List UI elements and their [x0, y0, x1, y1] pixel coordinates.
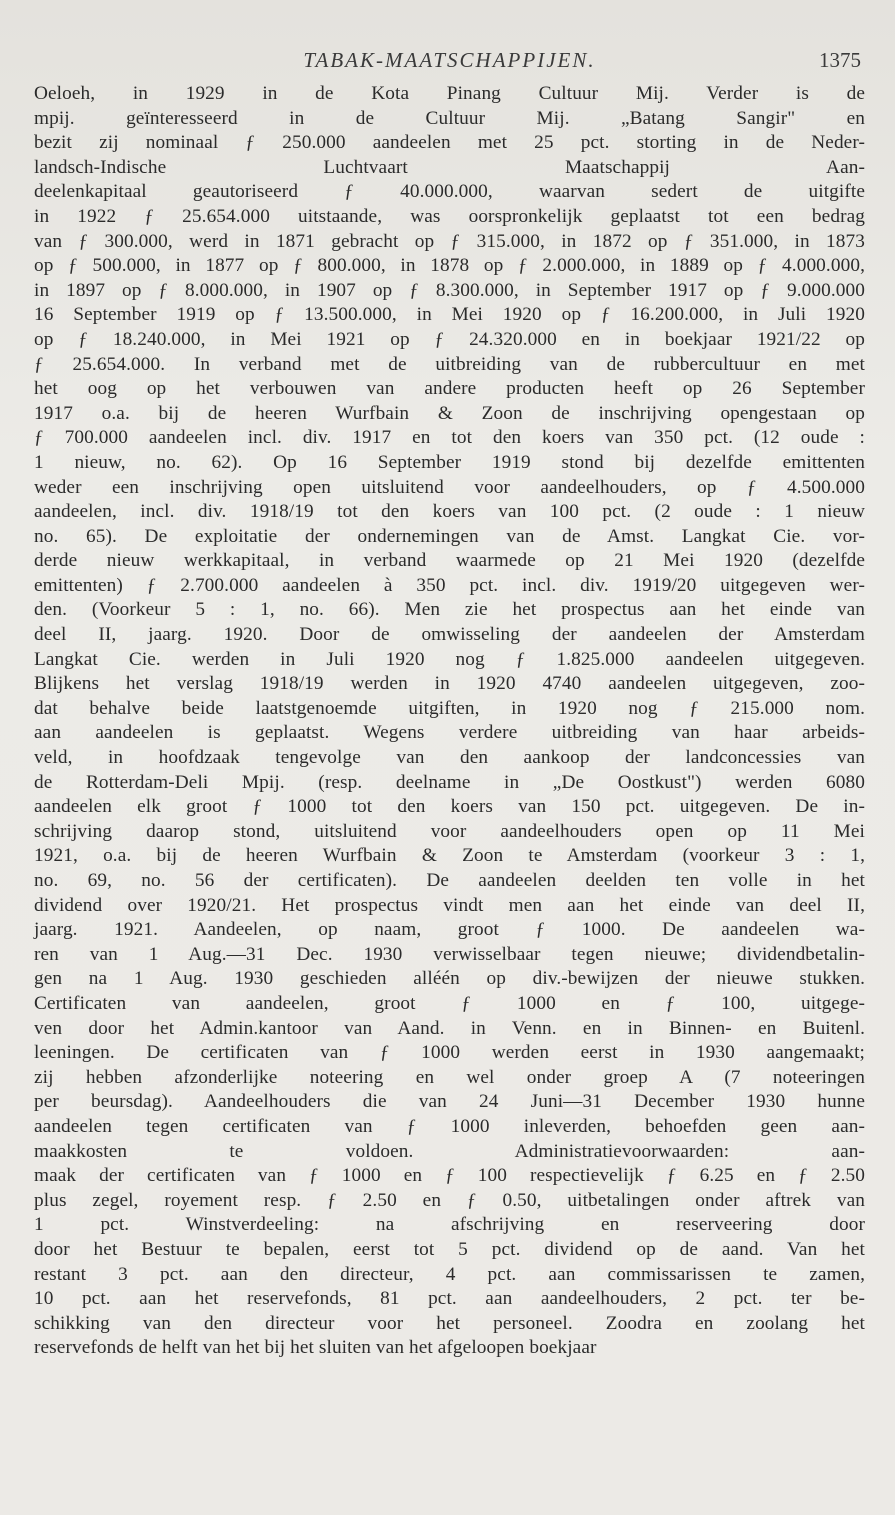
text-line: ven door het Admin.kantoor van Aand. in Venn. en in Binnen- en Buitenl.: [34, 1017, 865, 1039]
text-line: bezit zij nominaal ƒ 250.000 aandeelen met 25 pct. storting in de Neder-: [34, 132, 865, 154]
text-line: jaarg. 1921. Aandeelen, op naam, groot ƒ 1000. De aandeelen wa-: [34, 919, 865, 941]
text-line: plus zegel, royement resp. ƒ 2.50 en ƒ 0.50, uitbetalingen onder aftrek van: [34, 1189, 865, 1211]
text-line: restant 3 pct. aan den directeur, 4 pct. aan commissarissen te zamen,: [34, 1263, 865, 1285]
text-line: 16 September 1919 op ƒ 13.500.000, in Mei 1920 op ƒ 16.200.000, in Juli 1920: [34, 304, 865, 326]
text-line: gen na 1 Aug. 1930 geschieden alléén op div.-bewijzen der nieuwe stukken.: [34, 968, 865, 990]
text-line: schikking van den directeur voor het personeel. Zoodra en zoolang het: [34, 1312, 865, 1334]
text-line: 1921, o.a. bij de heeren Wurfbain & Zoon te Amsterdam (voorkeur 3 : 1,: [34, 845, 865, 867]
text-line: zij hebben afzonderlijke noteering en wel onder groep A (7 noteeringen: [34, 1066, 865, 1088]
text-line: Oeloeh, in 1929 in de Kota Pinang Cultuur Mij. Verder is de: [34, 83, 865, 104]
text-line: reservefonds de helft van het bij het sluiten van het afgeloopen boekjaar: [34, 1337, 597, 1359]
text-line: Langkat Cie. werden in Juli 1920 nog ƒ 1.825.000 aandeelen uitgegeven.: [34, 648, 865, 670]
text-line: emittenten) ƒ 2.700.000 aandeelen à 350 pct. incl. div. 1919/20 uitgegeven wer-: [34, 574, 865, 596]
text-line: op ƒ 18.240.000, in Mei 1921 op ƒ 24.320.000 en in boekjaar 1921/22 op: [34, 328, 865, 350]
body-text: [34, 82, 865, 1361]
text-line: de Rotterdam-Deli Mpij. (resp. deelname in „De Oostkust") werden 6080: [34, 771, 865, 793]
text-line: no. 69, no. 56 der certificaten). De aandeelen deelden ten volle in het: [34, 870, 865, 891]
text-line: door het Bestuur te bepalen, eerst tot 5 pct. dividend op de aand. Van het: [34, 1238, 865, 1260]
text-line: derde nieuw werkkapitaal, in verband waarmede op 21 Mei 1920 (dezelfde: [34, 550, 865, 572]
text-line: van ƒ 300.000, werd in 1871 gebracht op ƒ 315.000, in 1872 op ƒ 351.000, in 1873: [34, 230, 865, 252]
text-line: aandeelen, incl. div. 1918/19 tot den koers van 100 pct. (2 oude : 1 nieuw: [34, 501, 865, 523]
text-line: ƒ 25.654.000. In verband met de uitbreiding van de rubbercultuur en met: [34, 353, 865, 375]
text-line: ƒ 700.000 aandeelen incl. div. 1917 en tot den koers van 350 pct. (12 oude :: [34, 427, 865, 449]
text-line: schrijving daarop stond, uitsluitend voor aandeelhouders open op 11 Mei: [34, 820, 865, 842]
text-line: leeningen. De certificaten van ƒ 1000 werden eerst in 1930 aangemaakt;: [34, 1042, 865, 1064]
text-line: dividend over 1920/21. Het prospectus vindt men aan het einde van deel II,: [34, 894, 865, 916]
page-header: [34, 48, 865, 82]
text-line: maak der certificaten van ƒ 1000 en ƒ 100 respectievelijk ƒ 6.25 en ƒ 2.50: [34, 1165, 865, 1187]
text-line: aan aandeelen is geplaatst. Wegens verdere uitbreiding van haar arbeids-: [34, 722, 865, 744]
text-line: mpij. geïnteresseerd in de Cultuur Mij. „Batang Sangir" en: [34, 107, 865, 129]
running-title: TABAK-MAATSCHAPPIJEN.: [303, 48, 596, 72]
text-line: veld, in hoofdzaak tengevolge van den aankoop der landconcessies van: [34, 747, 865, 769]
text-line: 10 pct. aan het reservefonds, 81 pct. aan aandeelhouders, 2 pct. ter be-: [34, 1288, 865, 1310]
text-line: aandeelen tegen certificaten van ƒ 1000 inleverden, behoefden geen aan-: [34, 1115, 865, 1137]
text-line: dat behalve beide laatstgenoemde uitgiften, in 1920 nog ƒ 215.000 nom.: [34, 697, 865, 719]
text-line: 1917 o.a. bij de heeren Wurfbain & Zoon de inschrijving opengestaan op: [34, 402, 865, 424]
text-line: op ƒ 500.000, in 1877 op ƒ 800.000, in 1878 op ƒ 2.000.000, in 1889 op ƒ 4.000.000,: [34, 255, 865, 277]
text-line: Blijkens het verslag 1918/19 werden in 1920 4740 aandeelen uitgegeven, zoo-: [34, 673, 865, 695]
text-line: deelenkapitaal geautoriseerd ƒ 40.000.000, waarvan sedert de uitgifte: [34, 181, 865, 203]
text-line: no. 65). De exploitatie der ondernemingen van de Amst. Langkat Cie. vor-: [34, 525, 865, 547]
text-line: in 1922 ƒ 25.654.000 uitstaande, was oorspronkelijk geplaatst tot een bedrag: [34, 205, 865, 227]
text-line: landsch-Indische Luchtvaart Maatschappij Aan-: [34, 156, 865, 178]
text-line: den. (Voorkeur 5 : 1, no. 66). Men zie het prospectus aan het einde van: [34, 599, 865, 621]
text-line: Certificaten van aandeelen, groot ƒ 1000 en ƒ 100, uitgege-: [34, 992, 865, 1014]
text-line: aandeelen elk groot ƒ 1000 tot den koers van 150 pct. uitgegeven. De in-: [34, 796, 865, 818]
text-line: het oog op het verbouwen van andere producten heeft op 26 September: [34, 378, 865, 400]
text-line: 1 nieuw, no. 62). Op 16 September 1919 stond bij dezelfde emittenten: [34, 451, 865, 473]
text-line: weder een inschrijving open uitsluitend voor aandeelhouders, op ƒ 4.500.000: [34, 476, 865, 498]
text-line: maakkosten te voldoen. Administratievoorwaarden: aan-: [34, 1140, 865, 1162]
text-line: per beursdag). Aandeelhouders die van 24 Juni—31 December 1930 hunne: [34, 1091, 865, 1113]
text-line: 1 pct. Winstverdeeling: na afschrijving en reserveering door: [34, 1214, 865, 1236]
text-line: ren van 1 Aug.—31 Dec. 1930 verwisselbaar tegen nieuwe; dividendbetalin-: [34, 943, 865, 965]
text-line: deel II, jaarg. 1920. Door de omwisseling der aandeelen der Amsterdam: [34, 624, 865, 646]
page-number: 1375: [819, 48, 861, 72]
text-line: in 1897 op ƒ 8.000.000, in 1907 op ƒ 8.300.000, in September 1917 op ƒ 9.000.000: [34, 279, 865, 301]
